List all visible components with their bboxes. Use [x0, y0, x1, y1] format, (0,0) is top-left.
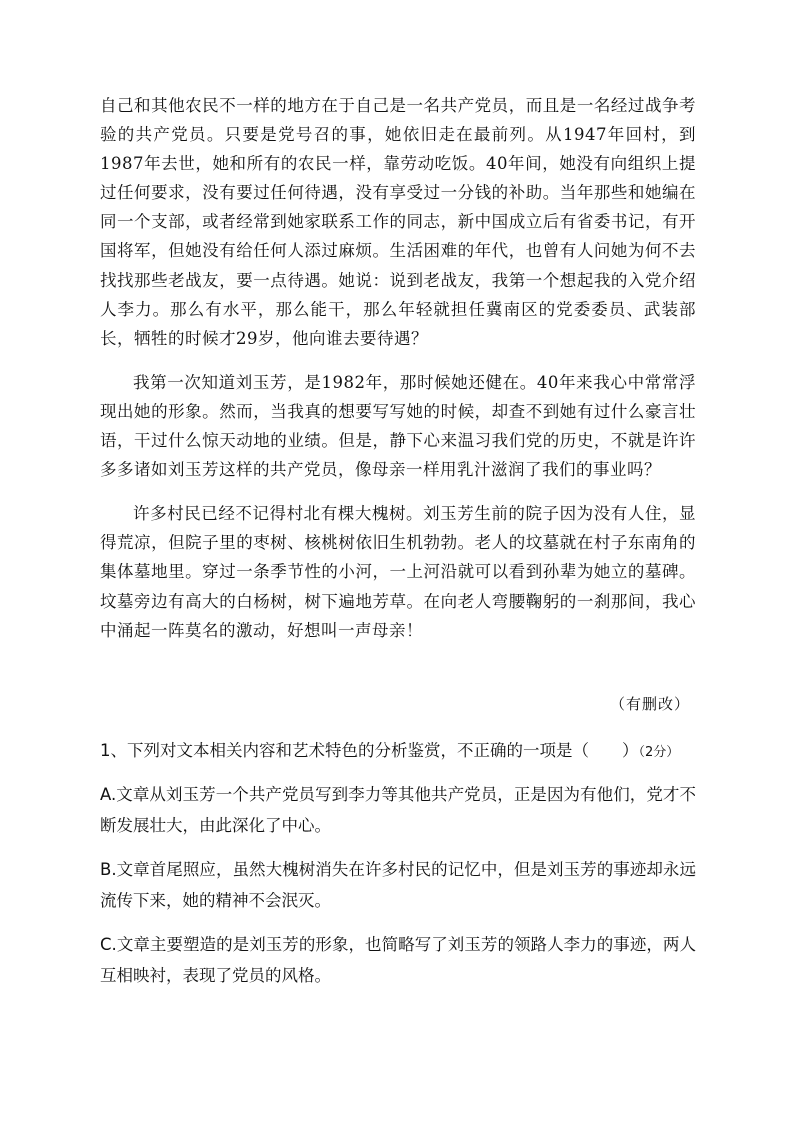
passage-paragraph-3: 许多村民已经不记得村北有棵大槐树。刘玉芳生前的院子因为没有人住，显得荒凉，但院子里的枣树、核桃树依旧生机勃勃。老人的坟墓就在村子东南角的集体墓地里。穿过一条季节性的小河，一上河沿就可以看到孙辈为她立的墓碑。坟墓旁边有高大的白杨树，树下遍地芳草。在向老人弯腰鞠躬的一刹那间，我心中涌起一阵莫名的激动，好想叫一声母亲！	[100, 504, 696, 640]
question-score: （2分）	[638, 745, 680, 760]
option-b: B.文章首尾照应，虽然大槐树消失在许多村民的记忆中，但是刘玉芳的事迹却永远流传下来，她的精神不会泯灭。	[100, 860, 696, 910]
abridged-note: （有删改）	[609, 695, 690, 713]
passage-paragraph-2: 我第一次知道刘玉芳，是1982年，那时候她还健在。40年来我心中常常浮现出她的形象。然而，当我真的想要写写她的时候，却查不到她有过什么豪言壮语，干过什么惊天动地的业绩。但是，静下心来温习我们党的历史，不就是许许多多诸如刘玉芳这样的共产党员，像母亲一样用乳汁滋润了我们的事业吗？	[100, 372, 696, 480]
question-block	[100, 737, 696, 1005]
question-stem	[100, 737, 696, 767]
option-a: A.文章从刘玉芳一个共产党员写到李力等其他共产党员，正是因为有他们，党才不断发展壮大，由此深化了中心。	[100, 785, 696, 835]
option-c: C.文章主要塑造的是刘玉芳的形象，也简略写了刘玉芳的领路人李力的事迹，两人互相映衬，表现了党员的风格。	[100, 935, 696, 985]
reading-passage	[100, 91, 696, 645]
question-stem-text: 1、下列对文本相关内容和艺术特色的分析鉴赏，不正确的一项是（ ）	[100, 741, 639, 760]
passage-paragraph-1: 自己和其他农民不一样的地方在于自己是一名共产党员，而且是一名经过战争考验的共产党员。只要是党号召的事，她依旧走在最前列。从1947年回村，到1987年去世，她和所有的农民一样，靠劳动吃饭。40年间，她没有向组织上提过任何要求，没有要过任何待遇，没有享受过一分钱的补助。当年那些和她编在同一个支部，或者经常到她家联系工作的同志，新中国成立后有省委书记，有开国将军，但她没有给任何人添过麻烦。生活困难的年代，也曾有人问她为何不去找找那些老战友，要一点待遇。她说：说到老战友，我第一个想起我的入党介绍人李力。那么有水平，那么能干，那么年轻就担任冀南区的党委委员、武装部长，牺牲的时候才29岁，他向谁去要待遇？	[100, 96, 696, 348]
